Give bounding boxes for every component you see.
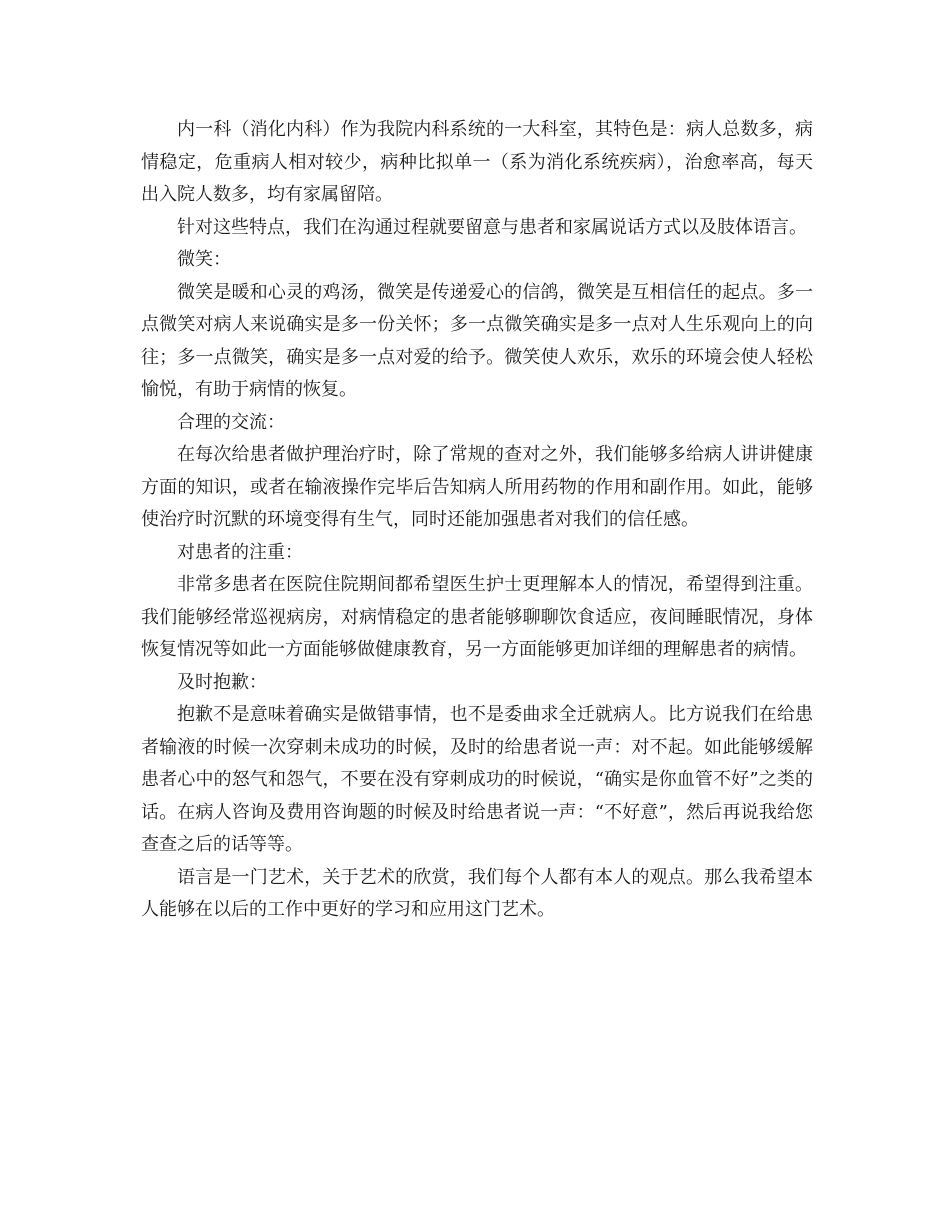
document-body xyxy=(141,114,813,927)
heading-attention: 对患者的注重： xyxy=(177,541,303,563)
paragraph-apology: 抱歉不是意味着确实是做错事情，也不是委曲求全迁就病人。比方说我们在给患者输液的时候一次穿刺未成功的时候，及时的给患者说一声：对不起。如此能够缓解患者心中的怒气和怨气，不要在没有穿刺成功的时候说，“确实是你血管不好”之类的话。在病人咨询及费用咨询题的时候及时给患者说一声：“不好意”，然后再说我给您查查之后的话等等。 xyxy=(141,704,813,855)
paragraph-smile: 微笑是暖和心灵的鸡汤，微笑是传递爱心的信鸽，微笑是互相信任的起点。多一点微笑对病人来说确实是多一份关怀；多一点微笑确实是多一点对人生乐观向上的向往；多一点微笑，确实是多一点对爱的给予。微笑使人欢乐，欢乐的环境会使人轻松愉悦，有助于病情的恢复。 xyxy=(141,281,813,400)
paragraph-attention: 非常多患者在医院住院期间都希望医生护士更理解本人的情况，希望得到注重。我们能够经常巡视病房，对病情稳定的患者能够聊聊饮食适应，夜间睡眠情况，身体恢复情况等如此一方面能够做健康教育，另一方面能够更加详细的理解患者的病情。 xyxy=(141,574,813,660)
heading-smile: 微笑： xyxy=(177,249,231,270)
paragraph-approach: 针对这些特点，我们在沟通过程就要留意与患者和家属说话方式以及肢体语言。 xyxy=(177,216,807,238)
heading-communication: 合理的交流： xyxy=(177,411,285,433)
paragraph-communication: 在每次给患者做护理治疗时，除了常规的查对之外，我们能够多给病人讲讲健康方面的知识，或者在输液操作完毕后告知病人所用药物的作用和副作用。如此，能够使治疗时沉默的环境变得有生气，同时还能加强患者对我们的信任感。 xyxy=(141,444,813,530)
paragraph-intro: 内一科（消化内科）作为我院内科系统的一大科室，其特色是：病人总数多，病情稳定，危重病人相对较少，病种比拟单一（系为消化系统疾病），治愈率高，每天出入院人数多，均有家属留陪。 xyxy=(141,119,813,205)
paragraph-conclusion: 语言是一门艺术，关于艺术的欣赏，我们每个人都有本人的观点。那么我希望本人能够在以后的工作中更好的学习和应用这门艺术。 xyxy=(141,866,813,920)
heading-apology: 及时抱歉： xyxy=(177,671,267,693)
